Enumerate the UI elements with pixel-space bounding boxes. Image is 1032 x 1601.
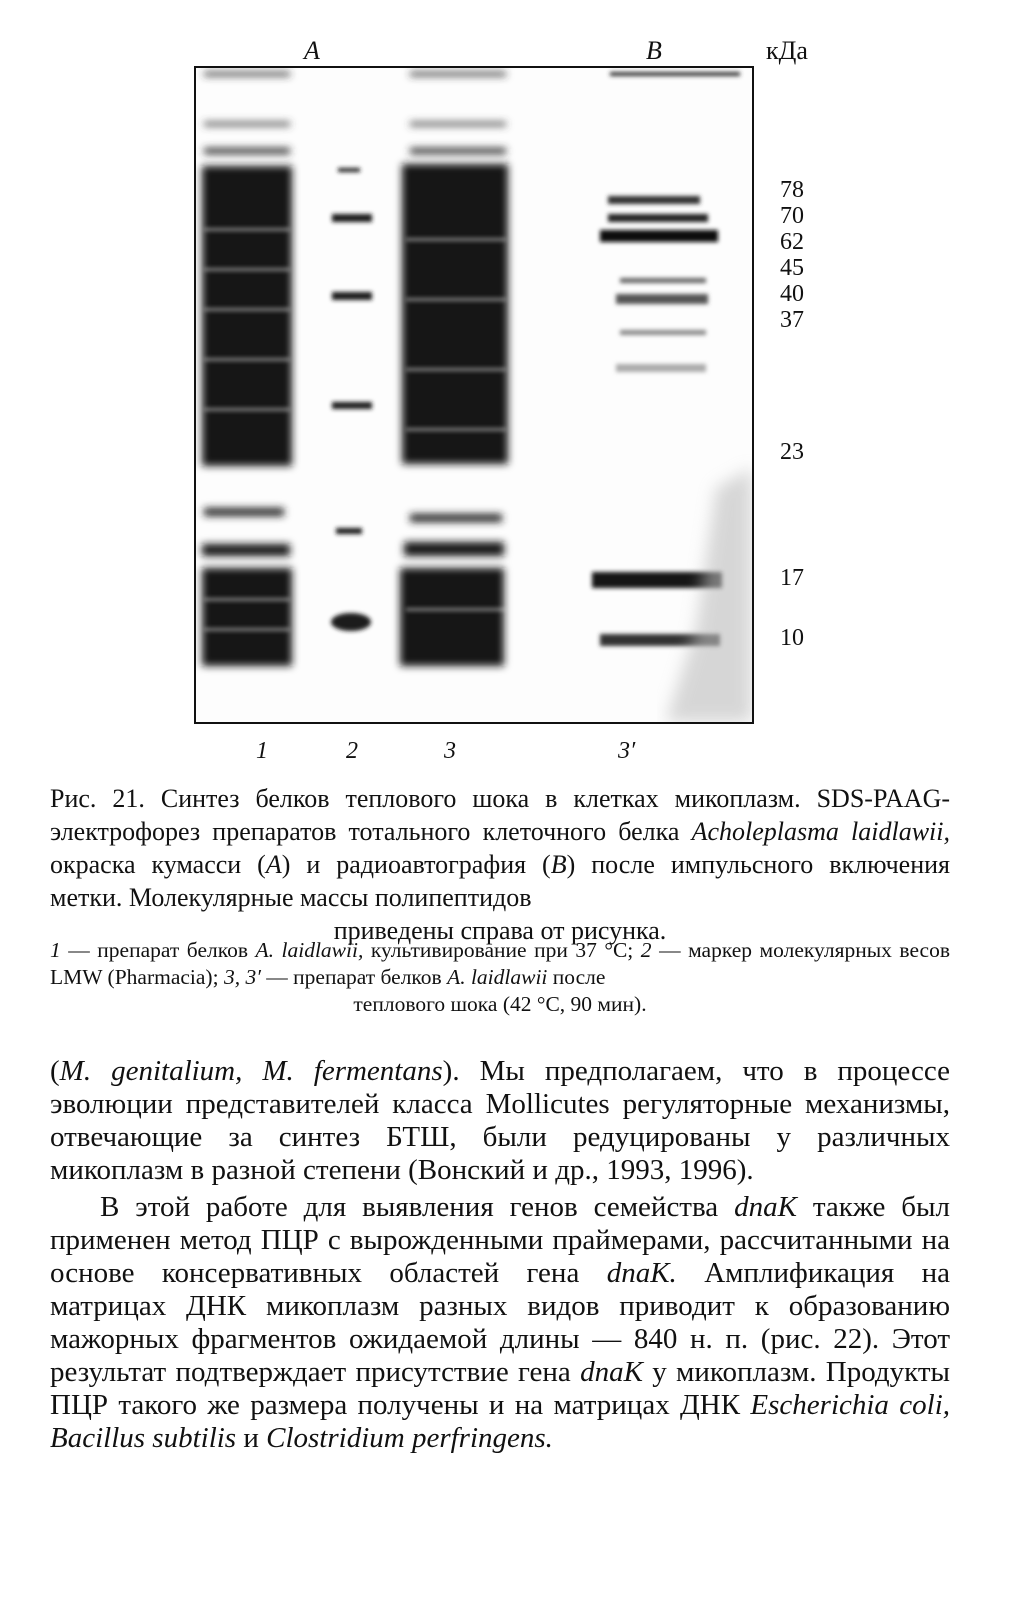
- p2-d: у микоплазм. Продукты ПЦР такого же размера получены и на матрицах ДНК: [50, 1356, 951, 1421]
- legend-species-2: A. laidlawii: [447, 965, 548, 989]
- lane-2-marker-bands: [331, 168, 372, 631]
- legend-text-4: — препарат белков: [260, 965, 448, 989]
- figure-legend: [50, 937, 950, 1018]
- p2-species-1: Escherichia coli, Bacillus subtilis: [50, 1389, 950, 1454]
- panel-label-b: B: [646, 36, 662, 65]
- caption-title-part4: ) после импульсного включения метки. Молекулярные массы полипептидов: [50, 850, 950, 912]
- p2-a: В этой работе для выявления генов семейства: [100, 1191, 735, 1223]
- legend-num-3: 3, 3′: [223, 965, 261, 989]
- lane-number-2: 2: [346, 738, 358, 764]
- legend-text-5: после: [547, 965, 606, 989]
- paragraph-2: [50, 1191, 950, 1455]
- caption-label-b: B: [550, 850, 567, 879]
- gel-image: [194, 66, 754, 724]
- gel-bands: [196, 68, 752, 722]
- p2-gene-1: dnaK: [734, 1191, 797, 1223]
- legend-text-2: культивирование при 37 °C;: [363, 938, 641, 962]
- legend-text-3: — маркер молекулярных весов LMW (Pharmacia);: [50, 938, 950, 989]
- body-text: [50, 1055, 950, 1455]
- mw-label-10: 10: [780, 625, 804, 651]
- p2-c: Амплификация на матрицах ДНК микоплазм разных видов приводит к образованию мажорных фрагментов ожидаемой длины — 840 н. п. (рис. 22). Этот результат подтверждает присутствие гена: [50, 1257, 950, 1388]
- mw-label-40: 40: [780, 281, 804, 307]
- caption-title-part3: ) и радиоавтография (: [281, 850, 551, 879]
- caption-prefix: Рис. 21.: [50, 784, 145, 813]
- caption-label-a: A: [265, 850, 282, 879]
- mw-label-23: 23: [780, 439, 804, 465]
- mw-label-17: 17: [780, 565, 804, 591]
- paragraph-1: [50, 1055, 950, 1187]
- caption-title-last: приведены справа от рисунка.: [333, 916, 667, 945]
- caption-species: Acholeplasma laidlawii,: [691, 817, 950, 846]
- legend-last-line: теплового шока (42 °C, 90 мин).: [353, 992, 647, 1016]
- mw-label-70: 70: [780, 203, 804, 229]
- lane-number-3prime: 3′: [618, 738, 636, 764]
- p1-species: M. genitalium, M. fermentans: [59, 1055, 443, 1087]
- lane-number-3: 3: [444, 738, 456, 764]
- unit-label: кДа: [766, 36, 808, 65]
- legend-text-1: — препарат белков: [60, 938, 256, 962]
- legend-num-1: 1: [50, 938, 61, 962]
- mw-label-62: 62: [780, 229, 804, 255]
- p2-gene-3: dnaK: [580, 1356, 643, 1388]
- mw-label-45: 45: [780, 255, 804, 281]
- p2-gene-2: dnaK.: [606, 1257, 677, 1289]
- lane-number-1: 1: [256, 738, 268, 764]
- figure-21: [0, 0, 1032, 780]
- p1-open: (: [50, 1055, 60, 1087]
- legend-num-2: 2: [640, 938, 652, 962]
- lane-1-bands: [202, 72, 292, 666]
- p2-b: также был применен метод ПЦР с вырожденными праймерами, рассчитанными на основе консервативных областей гена: [50, 1191, 950, 1289]
- p2-e: и: [236, 1422, 267, 1454]
- legend-species-1: A. laidlawii,: [255, 938, 364, 962]
- figure-caption: [50, 782, 950, 947]
- mw-label-78: 78: [780, 177, 804, 203]
- panel-label-a: A: [304, 36, 320, 65]
- caption-title-part2: окраска кумасси (: [50, 850, 266, 879]
- p2-species-2: Clostridium perfringens.: [266, 1422, 553, 1454]
- p1-text: ). Мы предполагаем, что в процессе эволюции представителей класса Mollicutes регуляторные механизмы, отвечающие за синтез БТШ, были редуцированы у различных микоплазм в разной степени (Вонский и др., 1993, 1996).: [50, 1055, 950, 1186]
- caption-title-part1: Синтез белков теплового шока в клетках микоплазм. SDS-PAAG-электрофорез препаратов тотального клеточного белка: [50, 784, 950, 846]
- mw-label-37: 37: [780, 307, 804, 333]
